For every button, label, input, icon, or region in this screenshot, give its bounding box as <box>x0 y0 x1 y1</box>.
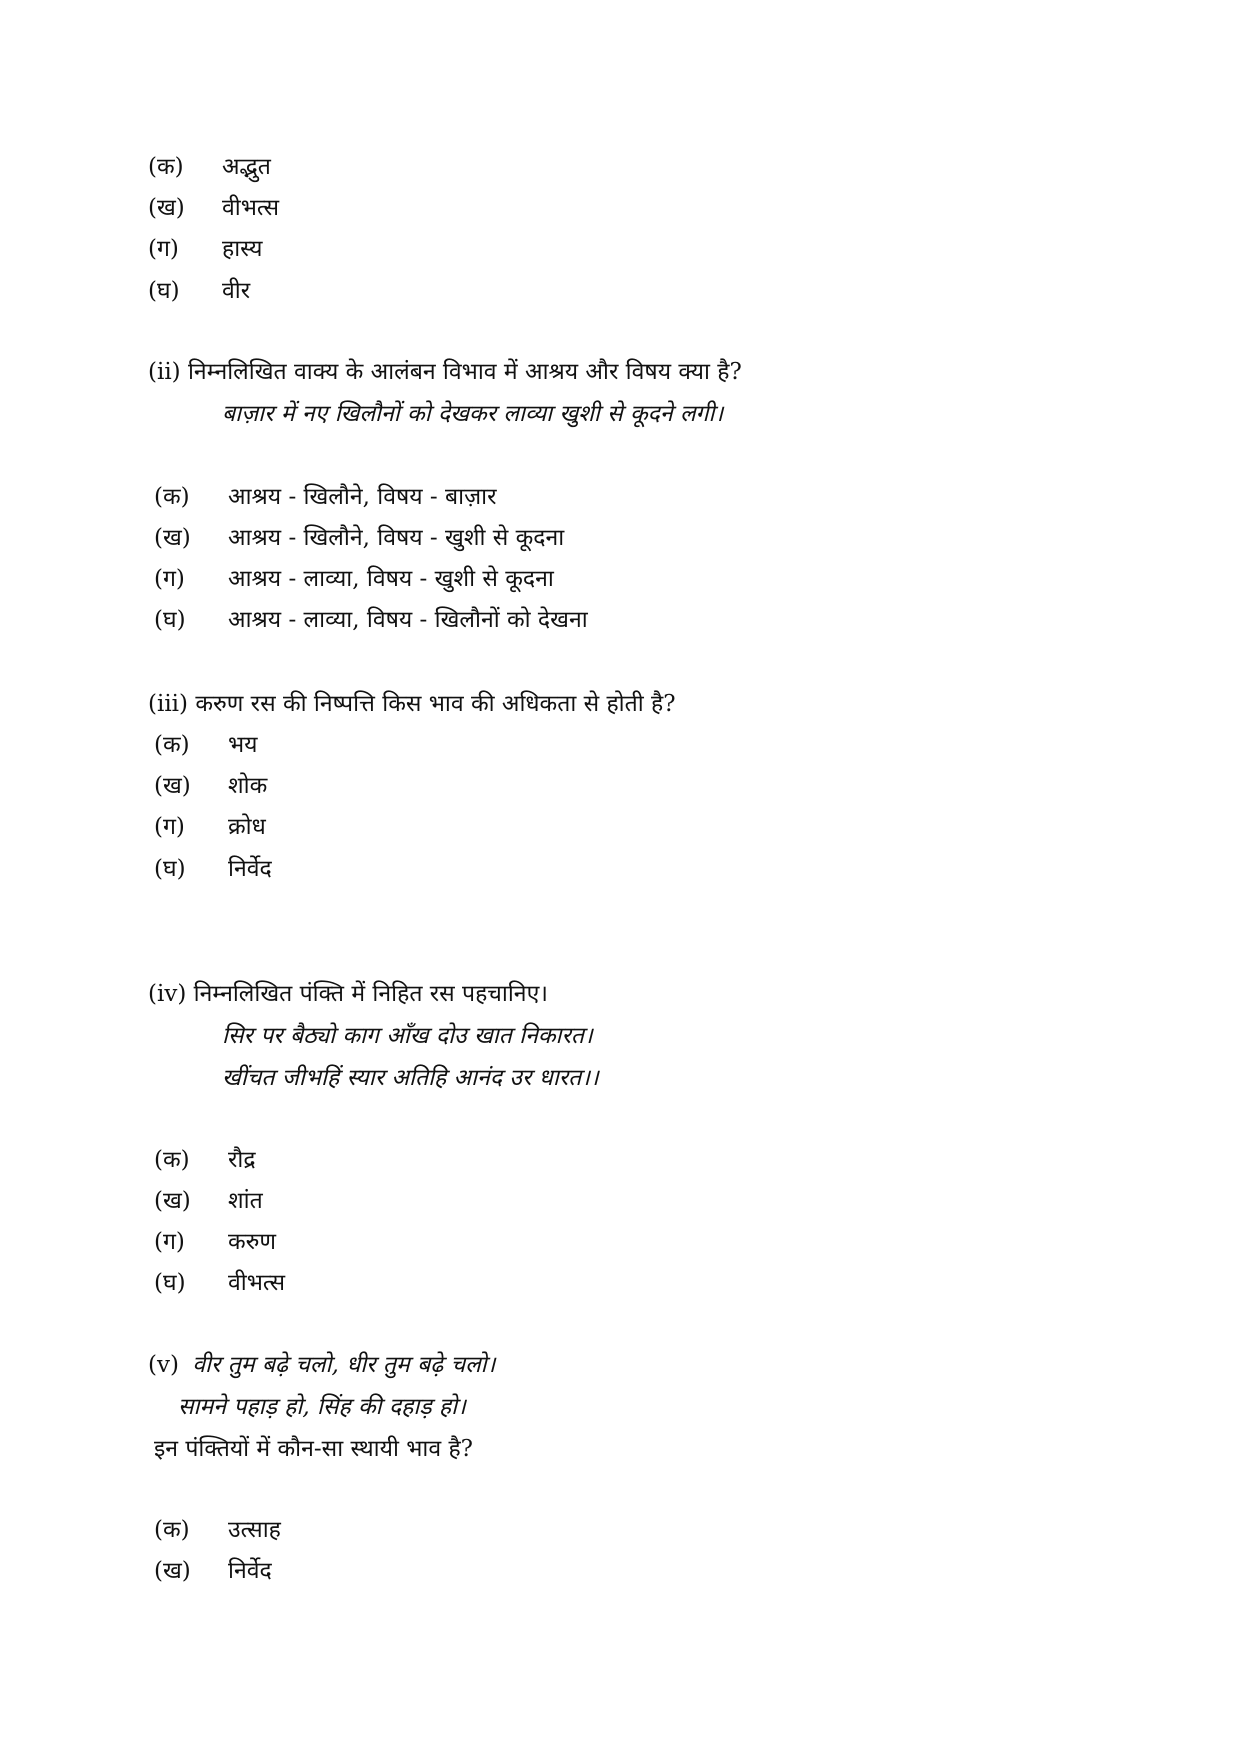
option-text: करुण <box>228 1229 277 1255</box>
option-label: (घ) <box>148 278 180 304</box>
q4-option-kha <box>154 1186 263 1216</box>
question-number-label: (v) <box>148 1352 179 1378</box>
option-text: आश्रय - खिलौने, विषय - खुशी से कूदना <box>228 525 565 551</box>
option-label: (घ) <box>154 856 186 882</box>
verse-line: खींचत जीभहिं स्यार अतिहि आनंद उर धारत।। <box>222 1065 599 1091</box>
q2-option-gha <box>154 605 588 635</box>
option-text: शोक <box>228 773 268 799</box>
q2-option-ka <box>154 482 497 512</box>
q3-option-ga <box>154 812 266 842</box>
q4-option-gha <box>154 1268 285 1298</box>
option-text: वीर <box>222 278 251 304</box>
question-text: (iii) करुण रस की निष्पत्ति किस भाव की अधिकता से होती है? <box>148 691 676 717</box>
option-label: (क) <box>148 154 184 180</box>
option-label: (ख) <box>154 1188 191 1214</box>
q2-option-kha <box>154 523 564 553</box>
q3-option-gha <box>154 854 272 884</box>
q1-option-ga <box>148 234 262 264</box>
option-label: (ख) <box>154 1558 191 1584</box>
option-label: (ख) <box>154 525 191 551</box>
q2-option-ga <box>154 564 554 594</box>
question-text: इन पंक्तियों में कौन-सा स्थायी भाव है? <box>154 1436 473 1462</box>
q1-option-gha <box>148 276 250 306</box>
option-text: रौद्र <box>228 1147 256 1173</box>
q1-option-kha <box>148 193 279 223</box>
verse-line: सिर पर बैठ्यो काग आँख दोउ खात निकारत। <box>222 1023 593 1049</box>
option-label: (ग) <box>154 1229 185 1255</box>
verse-line: सामने पहाड़ हो, सिंह की दहाड़ हो। <box>178 1394 466 1420</box>
option-label: (ग) <box>154 566 185 592</box>
q5-option-kha <box>154 1556 272 1586</box>
option-text: शांत <box>228 1188 263 1214</box>
option-label: (ख) <box>148 195 185 221</box>
q5-option-ka <box>154 1515 281 1545</box>
q4-option-ka <box>154 1145 256 1175</box>
q3-option-ka <box>154 730 258 760</box>
verse-line: वीर तुम बढ़े चलो, धीर तुम बढ़े चलो। <box>192 1352 496 1378</box>
option-label: (क) <box>154 484 190 510</box>
option-label: (घ) <box>154 607 186 633</box>
option-label: (ख) <box>154 773 191 799</box>
option-label: (ग) <box>154 814 185 840</box>
option-text: क्रोध <box>228 814 266 840</box>
option-text: वीभत्स <box>228 1270 286 1296</box>
option-text: निर्वेद <box>228 856 272 882</box>
option-text: हास्य <box>222 236 263 262</box>
question-text: (ii) निम्नलिखित वाक्य के आलंबन विभाव में आश्रय और विषय क्या है? <box>148 359 742 385</box>
q3-option-kha <box>154 771 267 801</box>
option-text: आश्रय - लाव्या, विषय - खुशी से कूदना <box>228 566 554 592</box>
quoted-sentence: बाज़ार में नए खिलौनों को देखकर लाव्या खुशी से कूदने लगी। <box>222 401 724 427</box>
option-label: (क) <box>154 732 190 758</box>
option-label: (क) <box>154 1147 190 1173</box>
question-text: (iv) निम्नलिखित पंक्ति में निहित रस पहचानिए। <box>148 981 548 1007</box>
option-text: उत्साह <box>228 1517 281 1543</box>
option-text: निर्वेद <box>228 1558 272 1584</box>
option-text: वीभत्स <box>222 195 280 221</box>
q1-option-ka <box>148 152 271 182</box>
q4-option-ga <box>154 1227 276 1257</box>
question-number <box>148 1350 495 1380</box>
option-label: (क) <box>154 1517 190 1543</box>
option-text: आश्रय - खिलौने, विषय - बाज़ार <box>228 484 497 510</box>
option-text: अद्भुत <box>222 154 271 180</box>
option-label: (घ) <box>154 1270 186 1296</box>
option-label: (ग) <box>148 236 179 262</box>
option-text: आश्रय - लाव्या, विषय - खिलौनों को देखना <box>228 607 588 633</box>
option-text: भय <box>228 732 258 758</box>
